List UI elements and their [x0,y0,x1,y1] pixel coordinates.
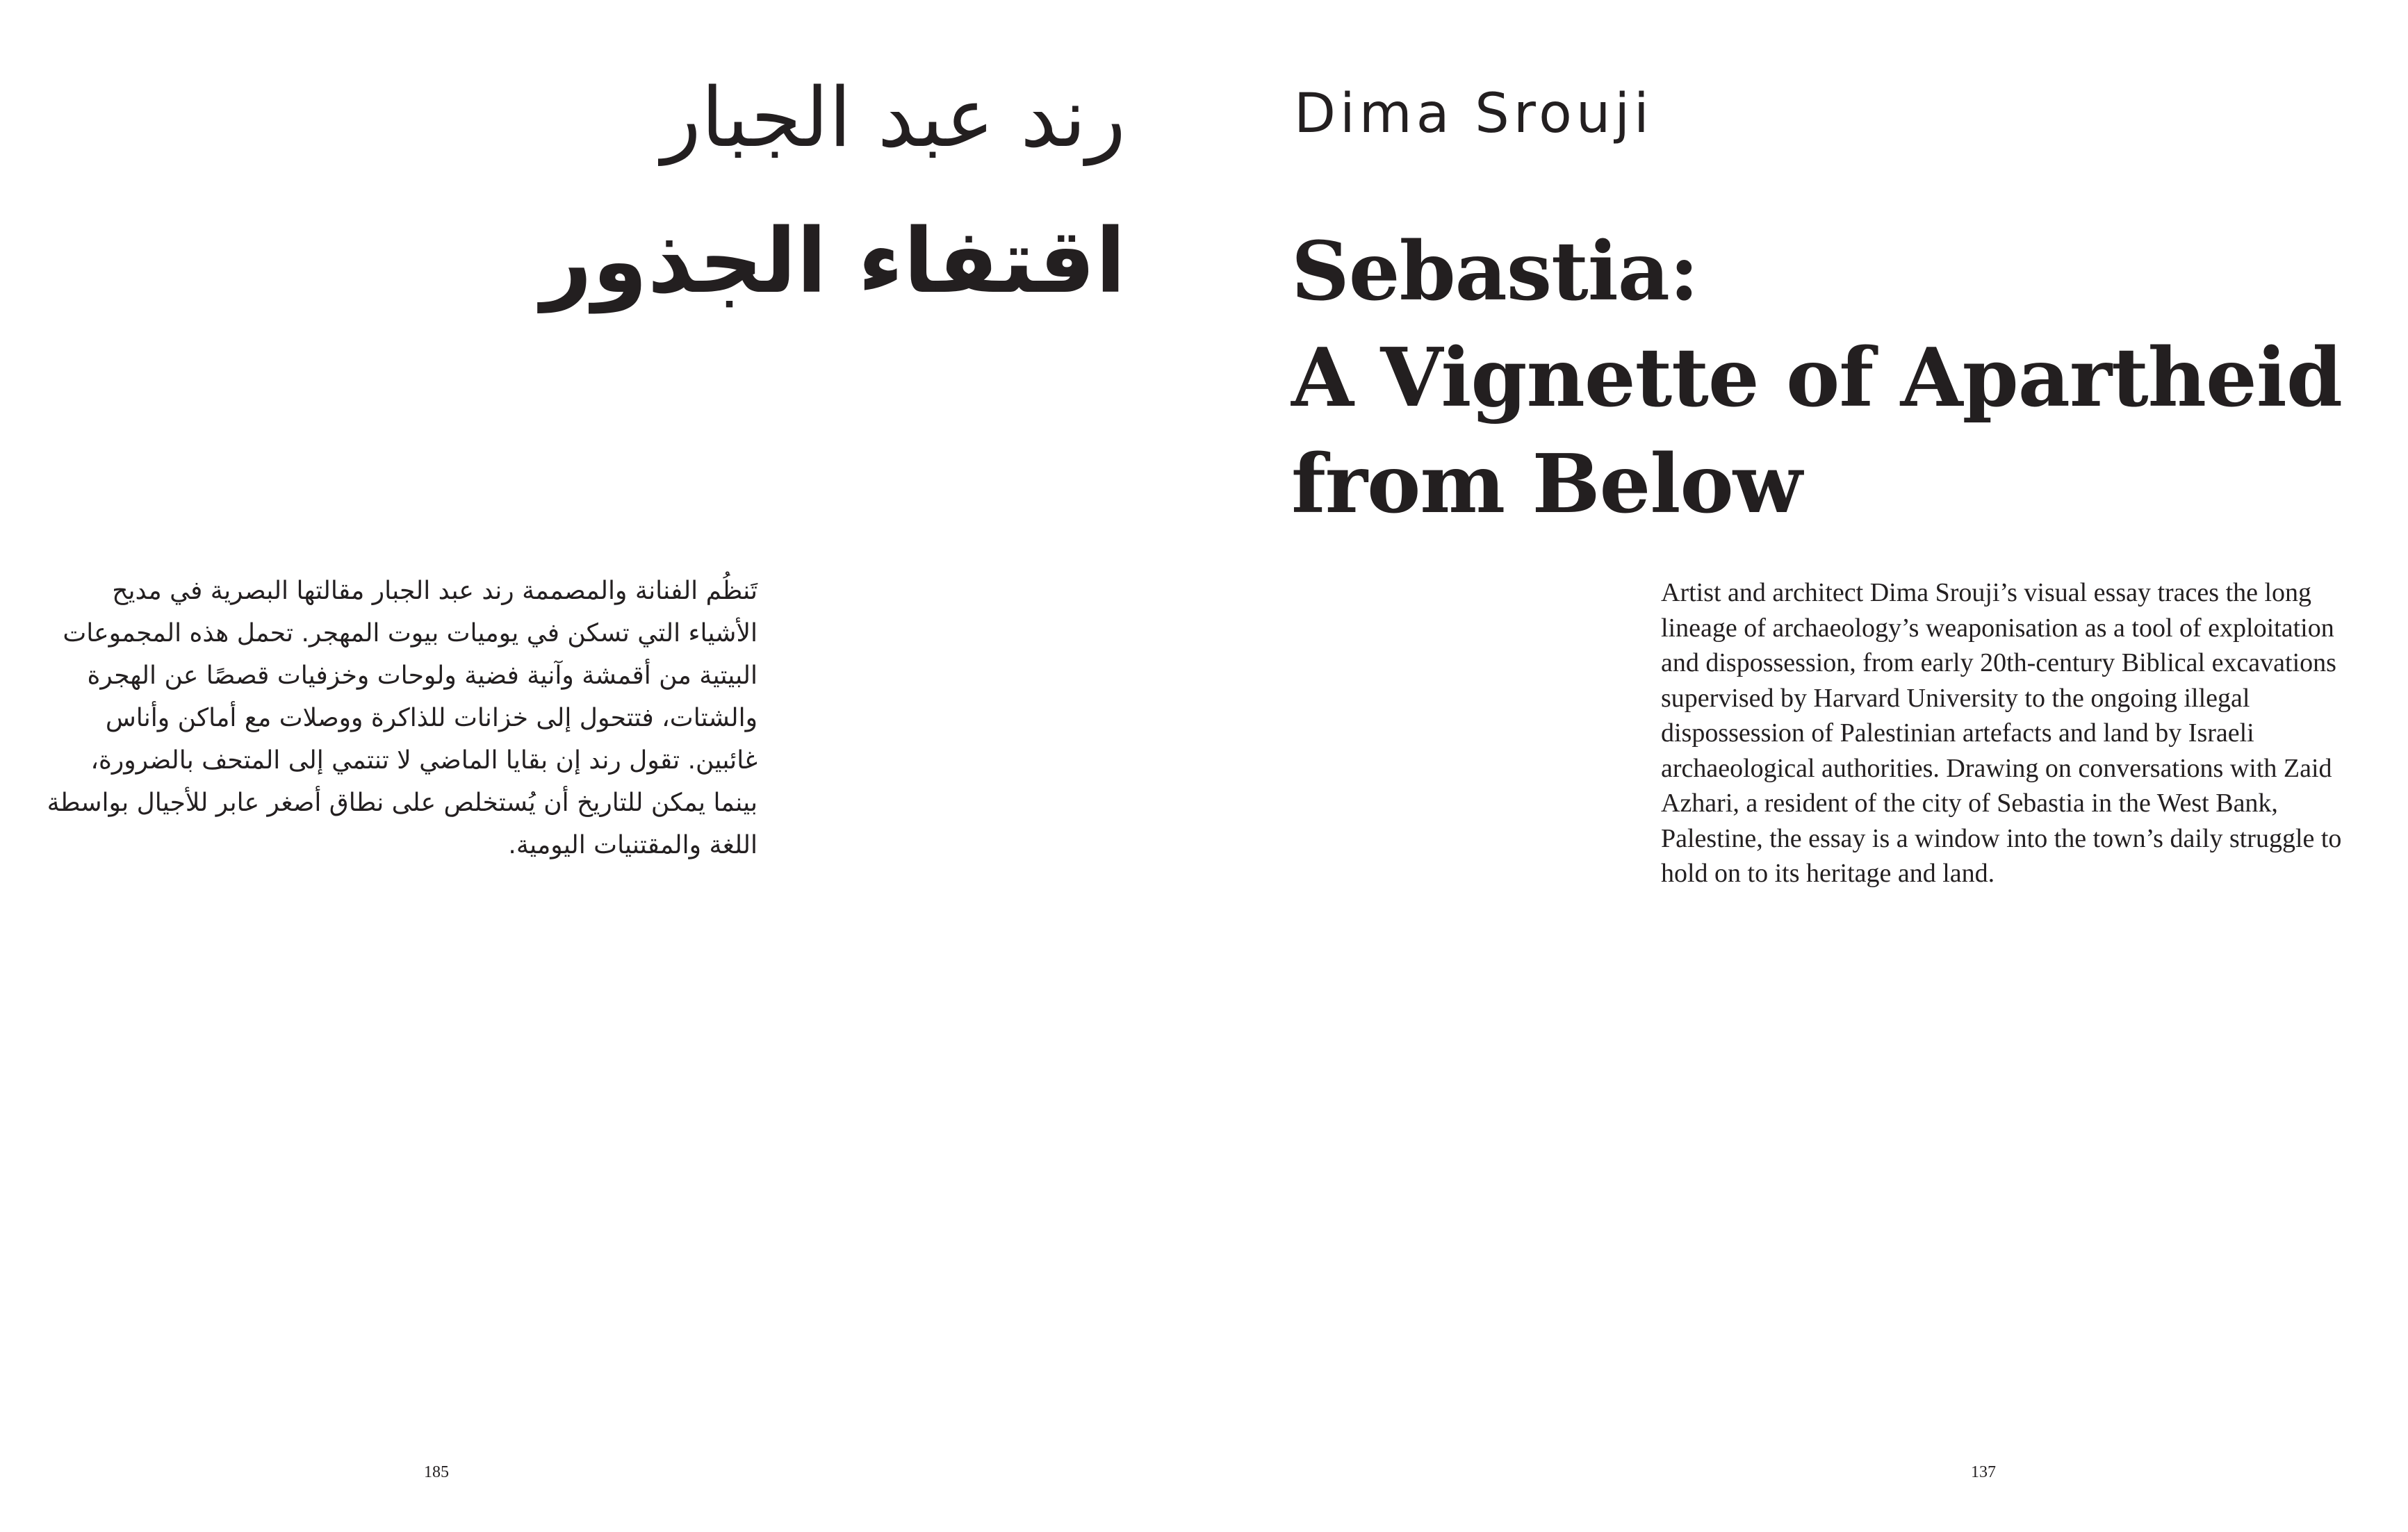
author-name: Dima Srouji [1294,83,1653,145]
page-number-right: 137 [1971,1463,1996,1481]
arabic-paragraph: تَنظُم الفنانة والمصممة رند عبد الجبار مقالتها البصرية في مديح الأشياء التي تسكن في يوميات بيوت المهجر. تحمل هذه المجموعات البيتية من أقمشة وآنية فضية ولوحات وخزفيات قصصًا عن الهجرة والشتات، فتتحول إلى خزانات للذاكرة ووصلات مع أماكن وأناس غائبين. تقول رند إن بقايا الماضي لا تنتمي إلى المتحف بالضرورة، بينما يمكن للتاريخ أن يُستخلص على نطاق أصغر عابر للأجيال بواسطة اللغة والمقتنيات اليومية. [47,577,757,859]
title-line-1: Sebastia: [1291,224,1698,319]
abstract-paragraph: Artist and architect Dima Srouji’s visual essay traces the long lineage of archaeology’s weaponisation as a tool of exploitation and dispossession, from early 20th-century Biblical excavations supervised by Harvard University to the ongoing illegal dispossession of Palestinian artefacts and land by Israeli archaeological authorities. Drawing on conversations with Zaid Azhari, a resident of the city of Sebastia in the West Bank, Palestine, the essay is a window into the town’s daily struggle to hold on to its heritage and land. [1661,578,2342,888]
arabic-author-name: رند عبد الجبار [661,69,1126,165]
arabic-title: اقتفاء الجذور [541,210,1126,313]
title-line-2: A Vignette of Apartheid [1291,331,2342,425]
page-number-left: 185 [424,1463,449,1481]
title-line-3: from Below [1291,437,1802,532]
article-title [1291,219,2342,538]
arabic-body-text [42,570,757,866]
article-abstract [1661,575,2349,891]
